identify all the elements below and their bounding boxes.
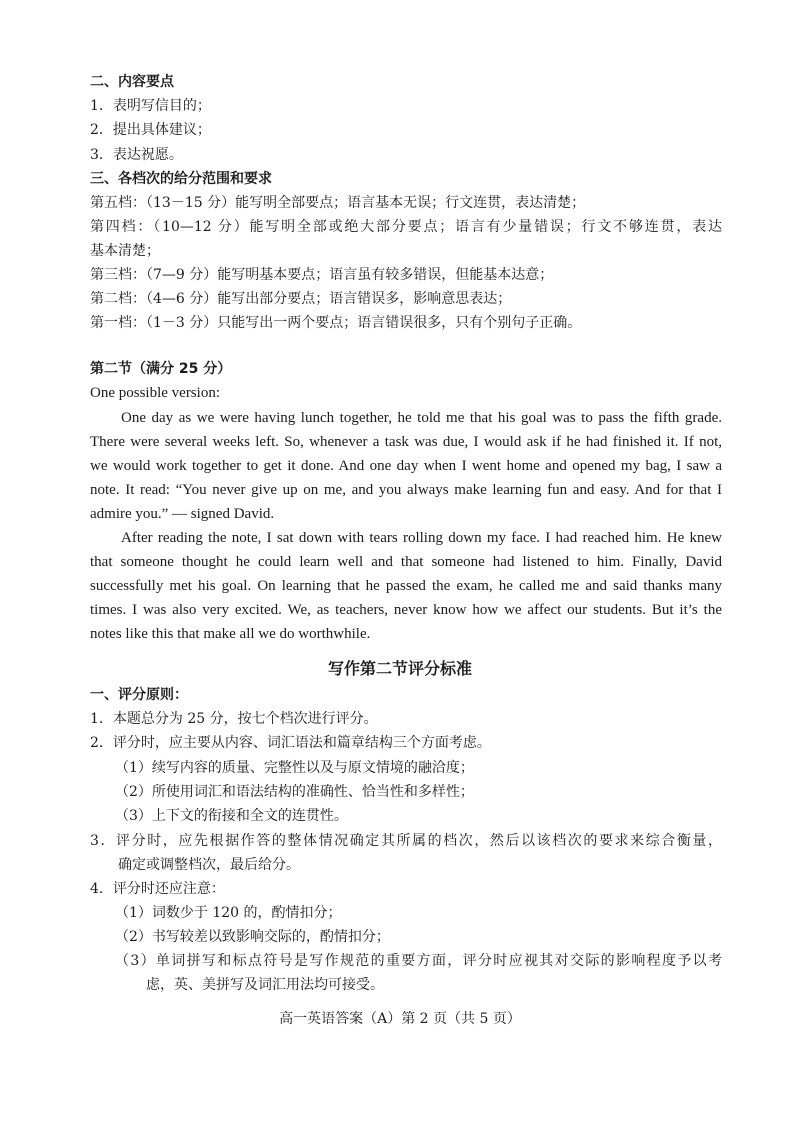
grades-heading: 三、各档次的给分范围和要求 <box>90 171 272 187</box>
principle-4-sub1: （1）词数少于 120 的，酌情扣分； <box>115 905 342 921</box>
essay-para1-line1: One day as we were having lunch together, he told me that his goal was to pass the fifth grade. <box>121 410 722 426</box>
principle-2-sub1: （1）续写内容的质量、完整性以及与原文情境的融洽度； <box>115 760 474 776</box>
essay-para1-line5: admire you.” — signed David. <box>90 506 275 522</box>
principle-1: 1．本题总分为 25 分，按七个档次进行评分。 <box>90 711 378 727</box>
essay-para2-line5: notes like this that make all we do worthwhile. <box>90 626 371 642</box>
grade-5: 第五档：（13－15 分）能写明全部要点；语言基本无误；行文连贯，表达清楚； <box>90 195 586 211</box>
section-two-heading: 第二节（满分 25 分） <box>90 361 232 377</box>
content-points-heading: 二、内容要点 <box>90 74 174 90</box>
grade-2: 第二档：（4—6 分）能写出部分要点；语言错误多，影响意思表达； <box>90 291 512 307</box>
grade-1: 第一档：（1－3 分）只能写出一两个要点；语言错误很多，只有个别句子正确。 <box>90 315 582 331</box>
version-label: One possible version: <box>90 385 220 401</box>
principles-heading: 一、评分原则： <box>90 687 188 703</box>
principle-4-sub3-cont: 虑，英、美拼写及词汇用法均可接受。 <box>146 977 384 993</box>
principle-3: 3．评分时，应先根据作答的整体情况确定其所属的档次，然后以该档次的要求来综合衡量， <box>90 833 722 849</box>
principle-2: 2．评分时，应主要从内容、词汇语法和篇章结构三个方面考虑。 <box>90 735 491 751</box>
essay-para2-line1: After reading the note, I sat down with tears rolling down my face. I had reached him. He knew <box>121 530 722 546</box>
grade-3: 第三档：（7—9 分）能写明基本要点；语言虽有较多错误，但能基本达意； <box>90 267 554 283</box>
grade-4-cont: 基本清楚； <box>90 243 160 259</box>
essay-para2-line2: that someone thought he could learn well and that someone had listened to him. Finally, David <box>90 554 722 570</box>
essay-para1-line4: note. It read: “You never give up on me, and you always make learning fun and easy. And for that I <box>90 482 722 498</box>
grade-4: 第四档：（10—12 分）能写明全部或绝大部分要点；语言有少量错误；行文不够连贯，表达 <box>90 219 722 235</box>
scoring-title: 写作第二节评分标准 <box>327 659 472 678</box>
principle-3-cont: 确定或调整档次，最后给分。 <box>118 857 300 873</box>
essay-para2-line3: successfully met his goal. On learning that he passed the exam, he called me and said thanks many <box>90 578 722 594</box>
principle-2-sub3: （3）上下文的衔接和全文的连贯性。 <box>115 808 348 824</box>
content-point-2: 2．提出具体建议； <box>90 122 211 138</box>
essay-para2-line4: times. I was also very excited. We, as teachers, never know how we affect our students. But it’s the <box>90 602 722 618</box>
principle-4-sub3: （3）单词拼写和标点符号是写作规范的重要方面，评分时应视其对交际的影响程度予以考 <box>115 953 722 969</box>
essay-para1-line2: There were several weeks left. So, whenever a task was due, I would ask if he had finished it. If not, <box>90 434 722 450</box>
content-point-1: 1．表明写信目的； <box>90 98 211 114</box>
page-footer: 高一英语答案（A）第 2 页（共 5 页） <box>279 1011 521 1027</box>
essay-para1-line3: we would work together to get it done. And one day when I went home and opened my bag, I saw a <box>90 458 722 474</box>
principle-4-sub2: （2）书写较差以致影响交际的，酌情扣分； <box>115 929 390 945</box>
principle-2-sub2: （2）所使用词汇和语法结构的准确性、恰当性和多样性； <box>115 784 474 800</box>
content-point-3: 3．表达祝愿。 <box>90 147 183 163</box>
principle-4: 4．评分时还应注意： <box>90 881 225 897</box>
